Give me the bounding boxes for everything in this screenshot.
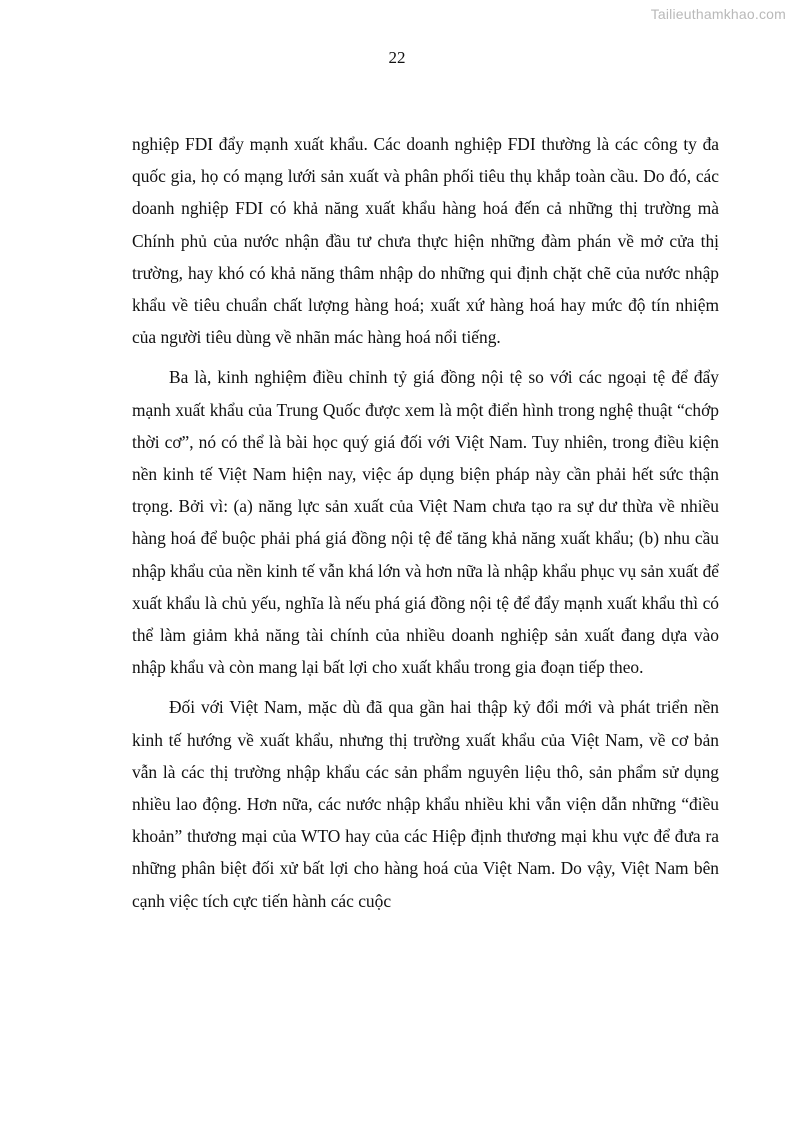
watermark: Tailieuthamkhao.com [650, 6, 786, 22]
paragraph-vietnam-market: Đối với Việt Nam, mặc dù đã qua gần hai thập kỷ đổi mới và phát triển nền kinh tế hướng về xuất khẩu, nhưng thị trường xuất khẩu của Việt Nam, về cơ bản vẫn là các thị trường nhập khẩu các sản phẩm nguyên liệu thô, sản phẩm sử dụng nhiều lao động. Hơn nữa, các nước nhập khẩu nhiều khi vẫn viện dẫn những “điều khoản” thương mại của WTO hay của các Hiệp định thương mại khu vực để đưa ra những phân biệt đối xử bất lợi cho hàng hoá của Việt Nam. Do vậy, Việt Nam bên cạnh việc tích cực tiến hành các cuộc [132, 697, 719, 911]
document-body [132, 128, 719, 925]
page-number: 22 [388, 48, 406, 67]
paragraph-exchange-rate: Ba là, kinh nghiệm điều chỉnh tỷ giá đồng nội tệ so với các ngoại tệ để đẩy mạnh xuất khẩu của Trung Quốc được xem là một điển hình trong nghệ thuật “chớp thời cơ”, nó có thể là bài học quý giá đối với Việt Nam. Tuy nhiên, trong điều kiện nền kinh tế Việt Nam hiện nay, việc áp dụng biện pháp này cần phải hết sức thận trọng. Bởi vì: (a) năng lực sản xuất của Việt Nam chưa tạo ra sự dư thừa về nhiều hàng hoá để buộc phải phá giá đồng nội tệ để tăng khả năng xuất khẩu; (b) nhu cầu nhập khẩu của nền kinh tế vẫn khá lớn và hơn nữa là nhập khẩu phục vụ sản xuất để xuất khẩu là chủ yếu, nghĩa là nếu phá giá đồng nội tệ để đẩy mạnh xuất khẩu thì có thể làm giảm khả năng tài chính của nhiều doanh nghiệp sản xuất đang dựa vào nhập khẩu và còn mang lại bất lợi cho xuất khẩu trong gia đoạn tiếp theo. [132, 367, 719, 678]
paragraph-continuation: nghiệp FDI đẩy mạnh xuất khẩu. Các doanh nghiệp FDI thường là các công ty đa quốc gia, họ có mạng lưới sản xuất và phân phối tiêu thụ khắp toàn cầu. Do đó, các doanh nghiệp FDI có khả năng xuất khẩu hàng hoá đến cả những thị trường mà Chính phủ của nước nhận đầu tư chưa thực hiện những đàm phán về mở cửa thị trường, hay khó có khả năng thâm nhập do những qui định chặt chẽ của nước nhập khẩu về tiêu chuẩn chất lượng hàng hoá; xuất xứ hàng hoá hay mức độ tín nhiệm của người tiêu dùng về nhãn mác hàng hoá nổi tiếng. [132, 134, 719, 348]
